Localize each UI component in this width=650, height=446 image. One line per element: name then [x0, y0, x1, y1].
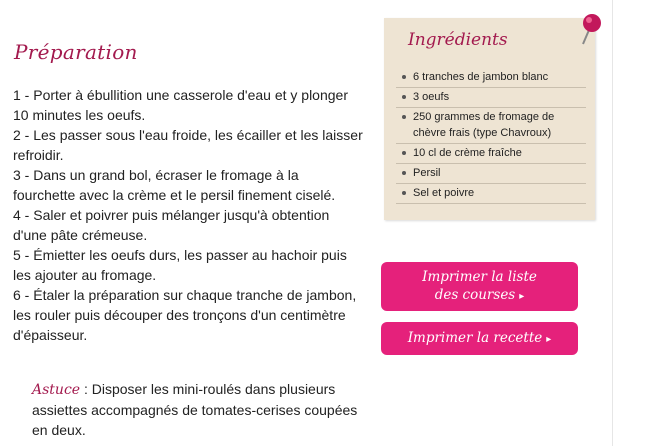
step-3: 3 - Dans un grand bol, écraser le fromage à la fourchette avec la crème et le persil finement ciselé.	[13, 167, 336, 203]
tip-label: Astuce	[32, 382, 81, 398]
preparation-title: Préparation	[14, 40, 138, 64]
print-recipe-button[interactable]	[381, 322, 578, 355]
step-5: 5 - Émietter les oeufs durs, les passer au hachoir puis les ajouter au fromage.	[13, 247, 347, 283]
ingredient-item: 3 oeufs	[396, 88, 586, 108]
ingredient-item: Sel et poivre	[396, 184, 586, 204]
print-shopping-list-button[interactable]	[381, 262, 578, 311]
ingredient-item: 10 cl de crème fraîche	[396, 144, 586, 164]
arrow-right-icon: ▸	[519, 291, 525, 302]
card-torn-edge	[384, 14, 595, 20]
print-list-label-line1: Imprimer la liste	[422, 269, 537, 285]
step-4: 4 - Saler et poivrer puis mélanger jusqu'à obtention d'une pâte crémeuse.	[13, 207, 330, 243]
print-list-label-line2: des courses	[434, 287, 516, 303]
ingredients-list	[396, 68, 586, 204]
ingredient-item: 6 tranches de jambon blanc	[396, 68, 586, 88]
ingredient-item: Persil	[396, 164, 586, 184]
ingredients-title: Ingrédients	[408, 30, 508, 50]
push-pin-icon	[574, 10, 604, 50]
step-6: 6 - Étaler la préparation sur chaque tranche de jambon, les rouler puis découper des tronçons d'un centimètre d'épaisseur.	[13, 287, 357, 343]
preparation-steps	[13, 85, 363, 345]
arrow-right-icon: ▸	[546, 334, 552, 345]
tip	[32, 379, 362, 440]
print-recipe-label: Imprimer la recette	[407, 330, 543, 346]
ingredients-card	[384, 18, 595, 220]
tip-text: : Disposer les mini-roulés dans plusieurs assiettes accompagnés de tomates-cerises coupées en deux.	[32, 381, 358, 438]
step-2: 2 - Les passer sous l'eau froide, les écailler et les laisser refroidir.	[13, 127, 363, 163]
step-1: 1 - Porter à ébullition une casserole d'eau et y plonger 10 minutes les oeufs.	[13, 87, 348, 123]
ingredient-item: 250 grammes de fromage de chèvre frais (type Chavroux)	[396, 108, 586, 144]
